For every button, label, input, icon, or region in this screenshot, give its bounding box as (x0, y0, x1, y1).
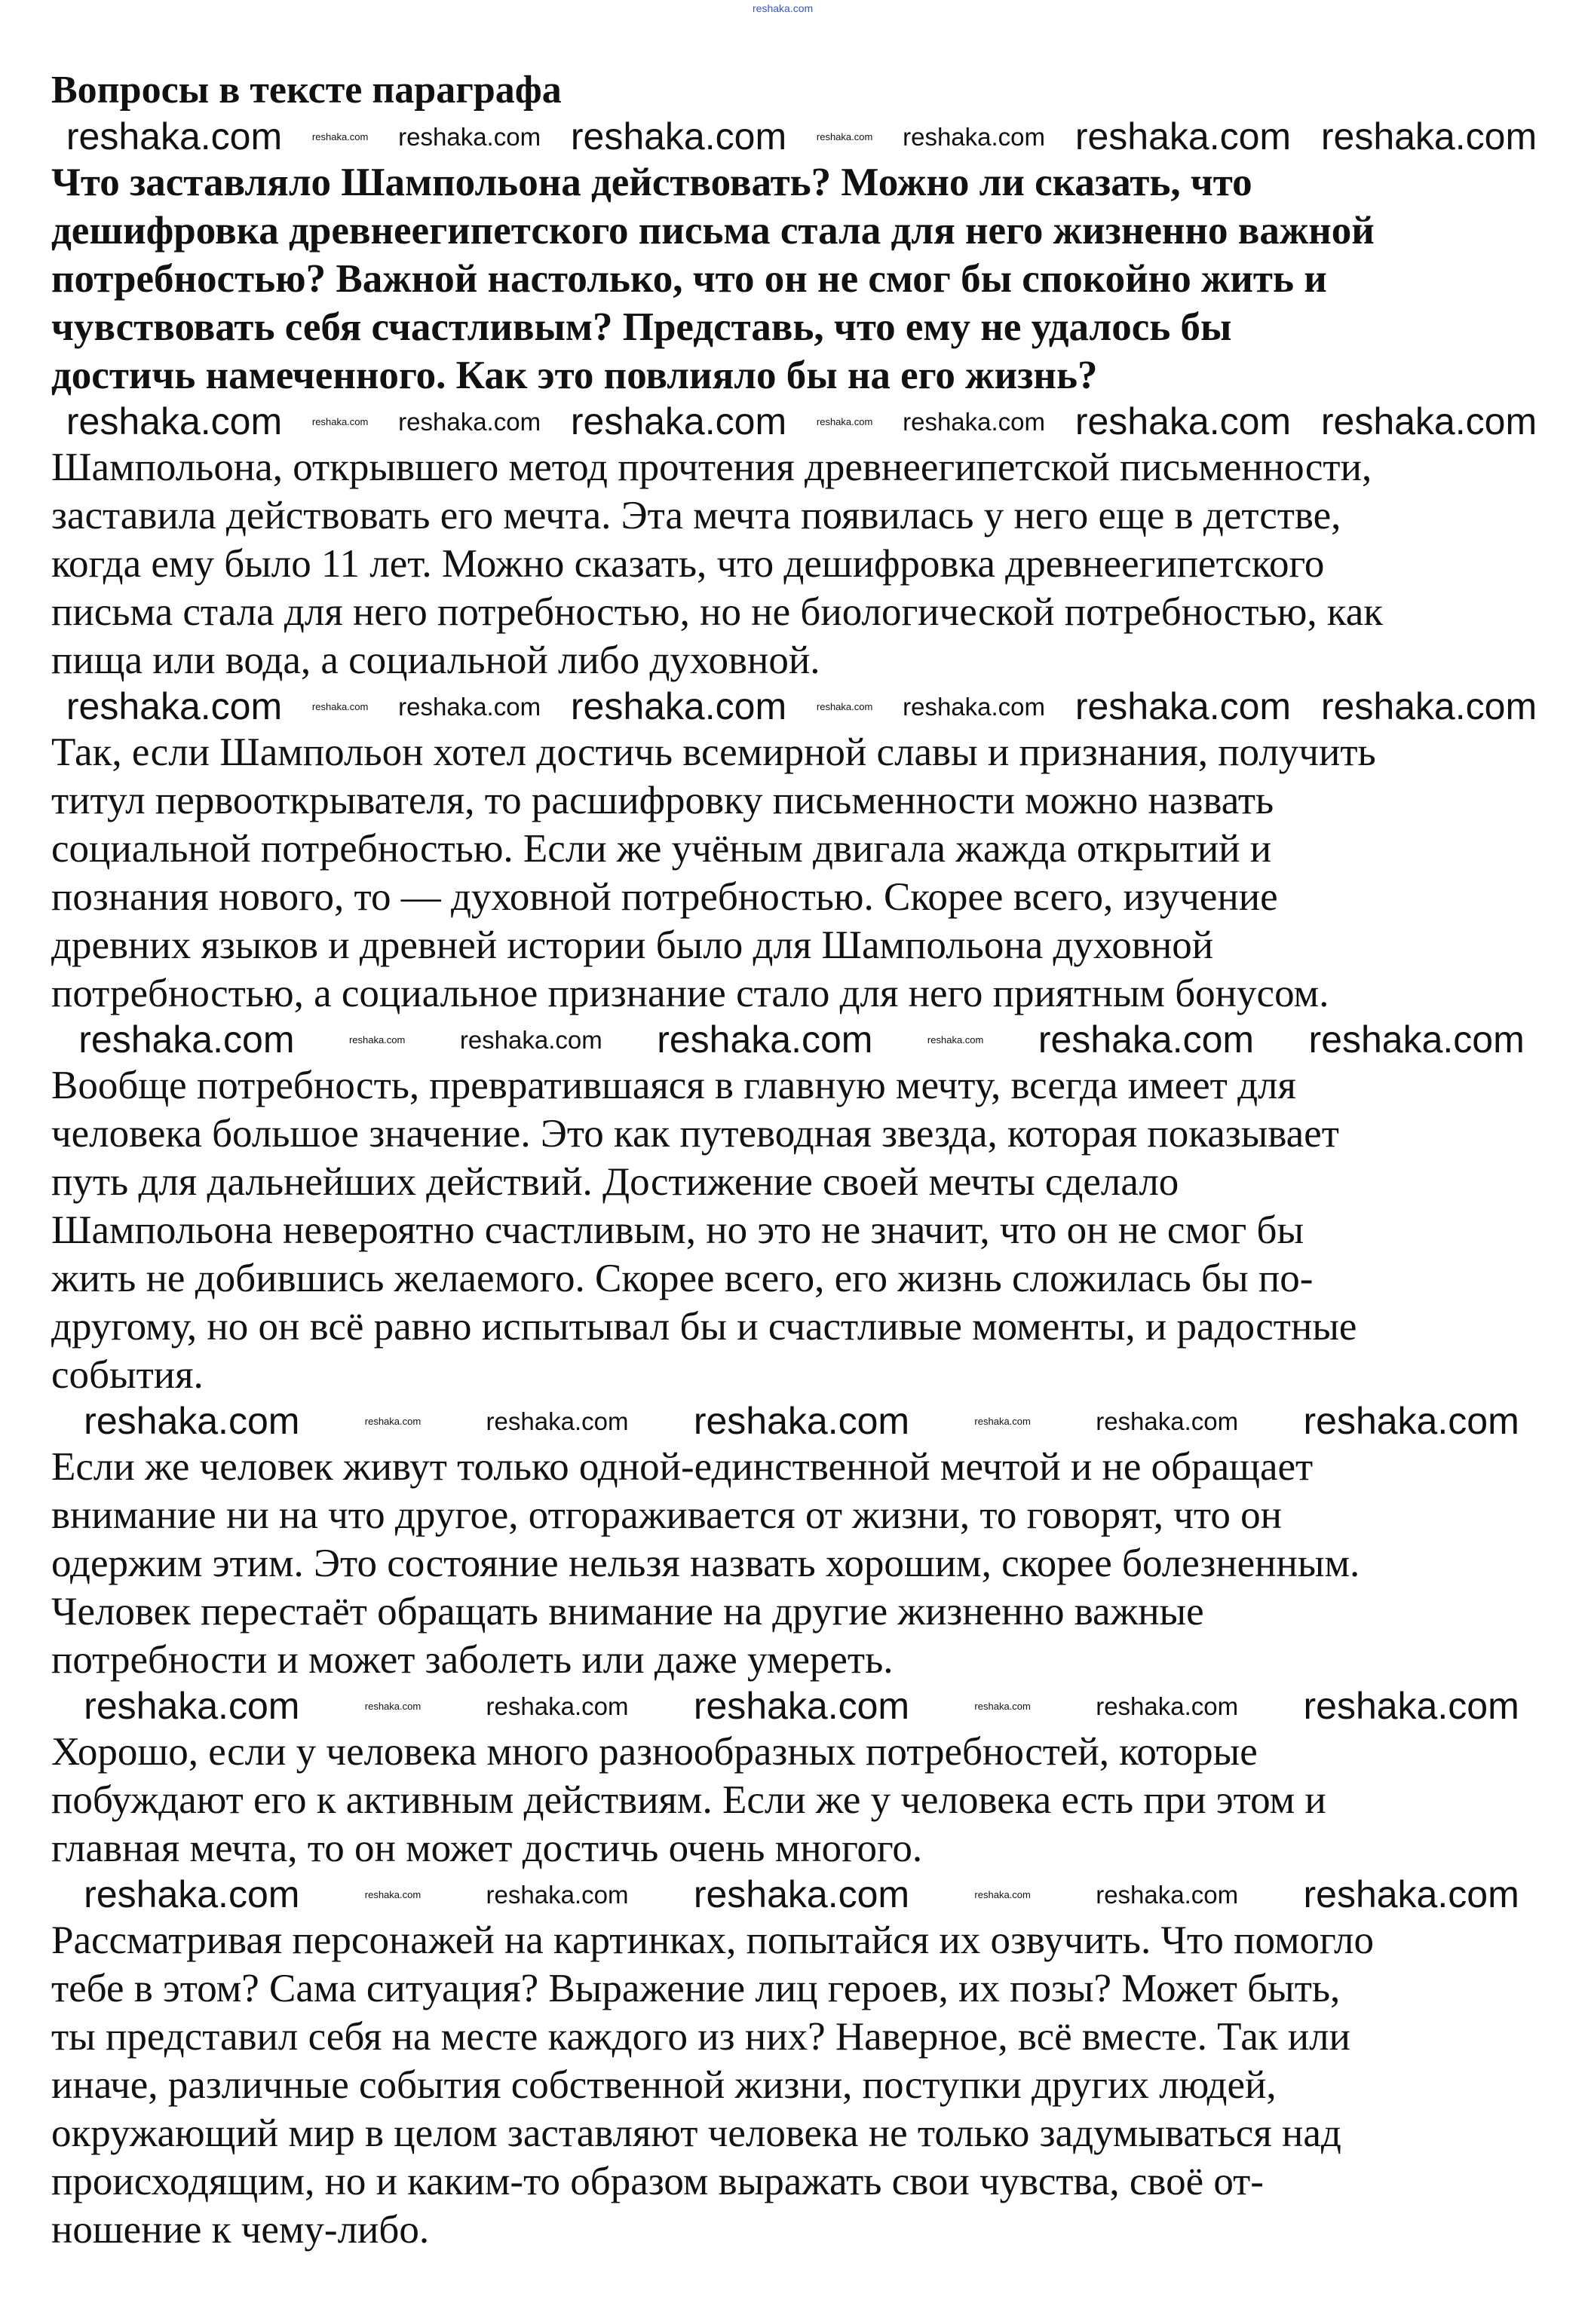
text-line: события. (51, 1353, 204, 1397)
watermark-row (51, 1684, 1552, 1728)
text-line: потребности и может заболеть или даже умереть. (51, 1638, 894, 1682)
watermark: reshaka.com (364, 1700, 422, 1712)
watermark: reshaka.com (84, 1400, 300, 1442)
watermark-row (51, 1399, 1552, 1443)
text-line: когда ему было 11 лет. Можно сказать, что дешифровка древнеегипетского (51, 542, 1325, 586)
watermark: reshaka.com (1096, 1692, 1239, 1720)
watermark: reshaka.com (816, 130, 873, 142)
watermark: reshaka.com (311, 130, 369, 142)
text-line: Вообще потребность, превратившаяся в главную мечту, всегда имеет для (51, 1064, 1296, 1107)
watermark: reshaka.com (903, 122, 1046, 151)
text-line: окружающий мир в целом заставляют человека не только задумываться над (51, 2111, 1341, 2155)
watermark: reshaka.com (1303, 1685, 1519, 1727)
watermark: reshaka.com (1075, 685, 1292, 727)
text-line: Шампольона, открывшего метод прочтения древнеегипетской письменности, (51, 446, 1372, 489)
text-line: главная мечта, то он может достичь очень многого. (51, 1826, 923, 1870)
watermark: reshaka.com (816, 700, 873, 712)
watermark: reshaka.com (459, 1025, 602, 1054)
watermark: reshaka.com (364, 1888, 422, 1900)
watermark: reshaka.com (66, 115, 283, 158)
text-line: внимание ни на что другое, отгораживается от жизни, то говорят, что он (51, 1493, 1282, 1537)
watermark: reshaka.com (1320, 685, 1537, 727)
text-line: тебе в этом? Сама ситуация? Выражение лиц героев, их позы? Может быть, (51, 1967, 1341, 2010)
watermark: reshaka.com (1308, 1018, 1525, 1061)
watermark: reshaka.com (364, 1415, 422, 1427)
watermark: reshaka.com (903, 407, 1046, 436)
text-line: ношение к чему-либо. (51, 2208, 430, 2252)
text-line: познания нового, то — духовной потребностью. Скорее всего, изучение (51, 875, 1278, 919)
watermark: reshaka.com (84, 1873, 300, 1915)
answer-paragraph (51, 1443, 1552, 1684)
watermark-row (51, 1872, 1552, 1916)
text-line: Что заставляло Шампольона действовать? Можно ли сказать, что (51, 161, 1252, 204)
text-line: путь для дальнейших действий. Достижение своей мечты сделало (51, 1160, 1179, 1204)
text-line: жить не добившись желаемого. Скорее всего, его жизнь сложилась бы по- (51, 1257, 1314, 1300)
watermark: reshaka.com (398, 407, 541, 436)
answer-paragraph (51, 1061, 1552, 1399)
watermark-row (51, 1018, 1552, 1061)
watermark: reshaka.com (974, 1700, 1031, 1712)
watermark: reshaka.com (311, 415, 369, 427)
watermark: reshaka.com (1303, 1873, 1519, 1915)
text-line: Хорошо, если у человека много разнообразных потребностей, которые (51, 1730, 1258, 1774)
watermark: reshaka.com (657, 1018, 873, 1061)
text-line: Если же человек живут только одной-единственной мечтой и не обращает (51, 1445, 1314, 1489)
watermark: reshaka.com (78, 1018, 295, 1061)
watermark: reshaka.com (1303, 1400, 1519, 1442)
answer-paragraph (51, 728, 1552, 1018)
answer-paragraph (51, 443, 1552, 684)
watermark: reshaka.com (398, 122, 541, 151)
text-line: происходящим, но и каким-то образом выражать свои чувства, своё от- (51, 2160, 1264, 2203)
watermark: reshaka.com (1320, 115, 1537, 158)
text-line: потребностью? Важной настолько, что он не смог бы спокойно жить и (51, 257, 1327, 301)
answer-paragraph (51, 1916, 1552, 2254)
text-line: дешифровка древнеегипетского письма стала для него жизненно важной (51, 209, 1375, 253)
watermark-row (51, 115, 1552, 158)
watermark: reshaka.com (66, 400, 283, 442)
watermark: reshaka.com (486, 1880, 629, 1909)
watermark: reshaka.com (693, 1685, 910, 1727)
watermark: reshaka.com (311, 700, 369, 712)
text-line: потребностью, а социальное признание стало для него приятным бонусом. (51, 972, 1329, 1015)
watermark: reshaka.com (974, 1888, 1031, 1900)
text-line: чувствовать себя счастливым? Представь, что ему не удалось бы (51, 305, 1232, 349)
watermark: reshaka.com (974, 1415, 1031, 1427)
text-line: человека большое значение. Это как путеводная звезда, которая показывает (51, 1112, 1339, 1156)
watermark: reshaka.com (570, 400, 787, 442)
text-line: Рассматривая персонажей на картинках, попытайся их озвучить. Что помогло (51, 1918, 1374, 1962)
text-line: Так, если Шампольон хотел достичь всемирной славы и признания, получить (51, 730, 1376, 774)
watermark: reshaka.com (348, 1033, 406, 1046)
text-line: письма стала для него потребностью, но не биологической потребностью, как (51, 590, 1384, 634)
text-line: другому, но он всё равно испытывал бы и счастливые моменты, и радостные (51, 1305, 1357, 1349)
watermark: reshaka.com (570, 115, 787, 158)
text-line: иначе, различные события собственной жизни, поступки других людей, (51, 2063, 1277, 2107)
watermark: reshaka.com (1038, 1018, 1255, 1061)
watermark: reshaka.com (927, 1033, 984, 1046)
text-line: одержим этим. Это состояние нельзя назвать хорошим, скорее болезненным. (51, 1542, 1360, 1585)
watermark: reshaka.com (398, 692, 541, 721)
watermark: reshaka.com (903, 692, 1046, 721)
watermark: reshaka.com (486, 1407, 629, 1435)
watermark-row (51, 684, 1552, 728)
question-paragraph (51, 158, 1552, 400)
text-line: Шампольона невероятно счастливым, но это не значит, что он не смог бы (51, 1208, 1304, 1252)
watermark: reshaka.com (486, 1692, 629, 1720)
watermark: reshaka.com (1320, 400, 1537, 442)
watermark: reshaka.com (693, 1873, 910, 1915)
text-line: титул первооткрывателя, то расшифровку письменности можно назвать (51, 779, 1274, 822)
document-body (51, 66, 1552, 2254)
watermark: reshaka.com (570, 685, 787, 727)
answer-paragraph (51, 1728, 1552, 1872)
text-line: достичь намеченного. Как это повлияло бы на его жизнь? (51, 354, 1098, 397)
text-line: пища или вода, а социальной либо духовной. (51, 638, 820, 682)
watermark: reshaka.com (1096, 1407, 1239, 1435)
watermark: reshaka.com (693, 1400, 910, 1442)
watermark: reshaka.com (84, 1685, 300, 1727)
text-line: побуждают его к активным действиям. Если же у человека есть при этом и (51, 1778, 1326, 1822)
section-title: Вопросы в тексте параграфа (51, 69, 562, 112)
text-line: социальной потребностью. Если же учёным двигала жажда открытий и (51, 827, 1272, 871)
watermark: reshaka.com (816, 415, 873, 427)
text-line: заставила действовать его мечта. Эта мечта появилась у него еще в детстве, (51, 494, 1341, 537)
watermark: reshaka.com (753, 2, 814, 14)
watermark: reshaka.com (1075, 115, 1292, 158)
watermark: reshaka.com (66, 685, 283, 727)
text-line: ты представил себя на месте каждого из них? Наверное, всё вместе. Так или (51, 2015, 1350, 2059)
watermark: reshaka.com (1096, 1880, 1239, 1909)
watermark: reshaka.com (1075, 400, 1292, 442)
watermark-row (51, 400, 1552, 443)
text-line: Человек перестаёт обращать внимание на другие жизненно важные (51, 1590, 1204, 1634)
text-line: древних языков и древней истории было для Шампольона духовной (51, 923, 1214, 967)
